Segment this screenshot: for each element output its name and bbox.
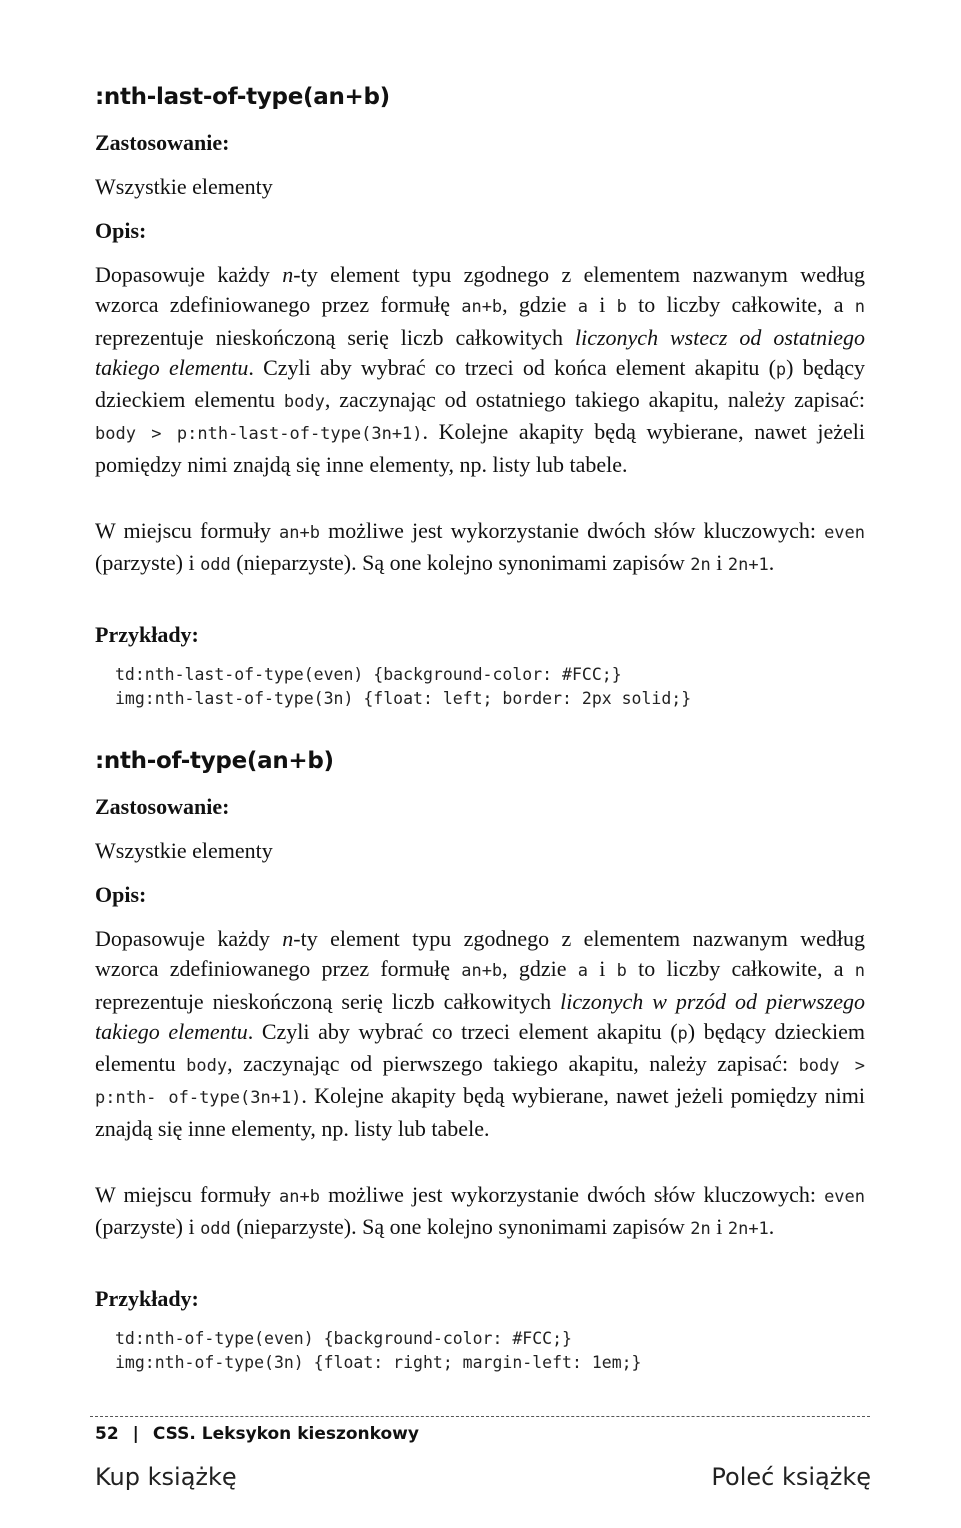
code-line: img:nth-of-type(3n) {float: right; margin-left: 1em;} — [115, 1353, 642, 1372]
keywords-paragraph: W miejscu formuły an+b możliwe jest wykorzystanie dwóch słów kluczowych: even (parzyste) i odd (nieparzyste). Są one kolejno synonimami zapisów 2n i 2n+1. — [95, 1182, 866, 1240]
keywords-paragraph: W miejscu formuły an+b możliwe jest wykorzystanie dwóch słów kluczowych: even (parzyste) i odd (nieparzyste). Są one kolejno synonimami zapisów 2n i 2n+1. — [95, 518, 866, 576]
page-number: 52 — [95, 1424, 119, 1444]
book-title: CSS. Leksykon kieszonkowy — [152, 1424, 419, 1444]
section-title: :nth-of-type(an+b) — [95, 748, 334, 774]
code-example — [115, 1327, 642, 1375]
section-title: :nth-last-of-type(an+b) — [95, 84, 390, 110]
description-label: Opis: — [95, 882, 147, 907]
examples-label: Przykłady: — [95, 1286, 199, 1311]
description-paragraph: Dopasowuje każdy n-ty element typu zgodnego z elementem nazwanym według wzorca zdefiniowanego przez formułę an+b, gdzie a i b to liczby całkowite, a n reprezentuje nieskończoną serię liczb całkowitych liczonych w przód od pierwszego takiego elementu. Czyli aby wybrać co trzeci element akapitu (p) będący dzieckiem elementu body, zaczynając od pierwszego takiego akapitu, należy zapisać: body > p:nth- of-type(3n+1). Kolejne akapity będą wybierane, nawet jeżeli pomiędzy nimi znajdą się inne elementy, np. listy lub tabele. — [95, 926, 865, 1141]
recommend-book-link[interactable]: Poleć książkę — [711, 1463, 871, 1491]
code-example — [115, 663, 691, 711]
footer-divider — [90, 1416, 870, 1417]
footer-separator: | — [132, 1424, 139, 1444]
usage-text: Wszystkie elementy — [95, 838, 273, 863]
examples-label: Przykłady: — [95, 622, 199, 647]
code-line: td:nth-of-type(even) {background-color: #FCC;} — [115, 1329, 572, 1348]
usage-label: Zastosowanie: — [95, 130, 230, 155]
description-label: Opis: — [95, 218, 147, 243]
buy-book-link[interactable]: Kup książkę — [95, 1463, 237, 1491]
code-line: td:nth-last-of-type(even) {background-color: #FCC;} — [115, 665, 622, 684]
usage-text: Wszystkie elementy — [95, 174, 273, 199]
usage-label: Zastosowanie: — [95, 794, 230, 819]
code-line: img:nth-last-of-type(3n) {float: left; border: 2px solid;} — [115, 689, 692, 708]
page-footer — [95, 1424, 419, 1444]
description-paragraph: Dopasowuje każdy n-ty element typu zgodnego z elementem nazwanym według wzorca zdefiniowanego przez formułę an+b, gdzie a i b to liczby całkowite, a n reprezentuje nieskończoną serię liczb całkowitych liczonych wstecz od ostatniego takiego elementu. Czyli aby wybrać co trzeci od końca element akapitu (p) będący dzieckiem elementu body, zaczynając od ostatniego takiego akapitu, należy zapisać: body > p:nth-last-of-type(3n+1). Kolejne akapity będą wybierane, nawet jeżeli pomiędzy nimi znajdą się inne elementy, np. listy lub tabele. — [95, 262, 866, 477]
